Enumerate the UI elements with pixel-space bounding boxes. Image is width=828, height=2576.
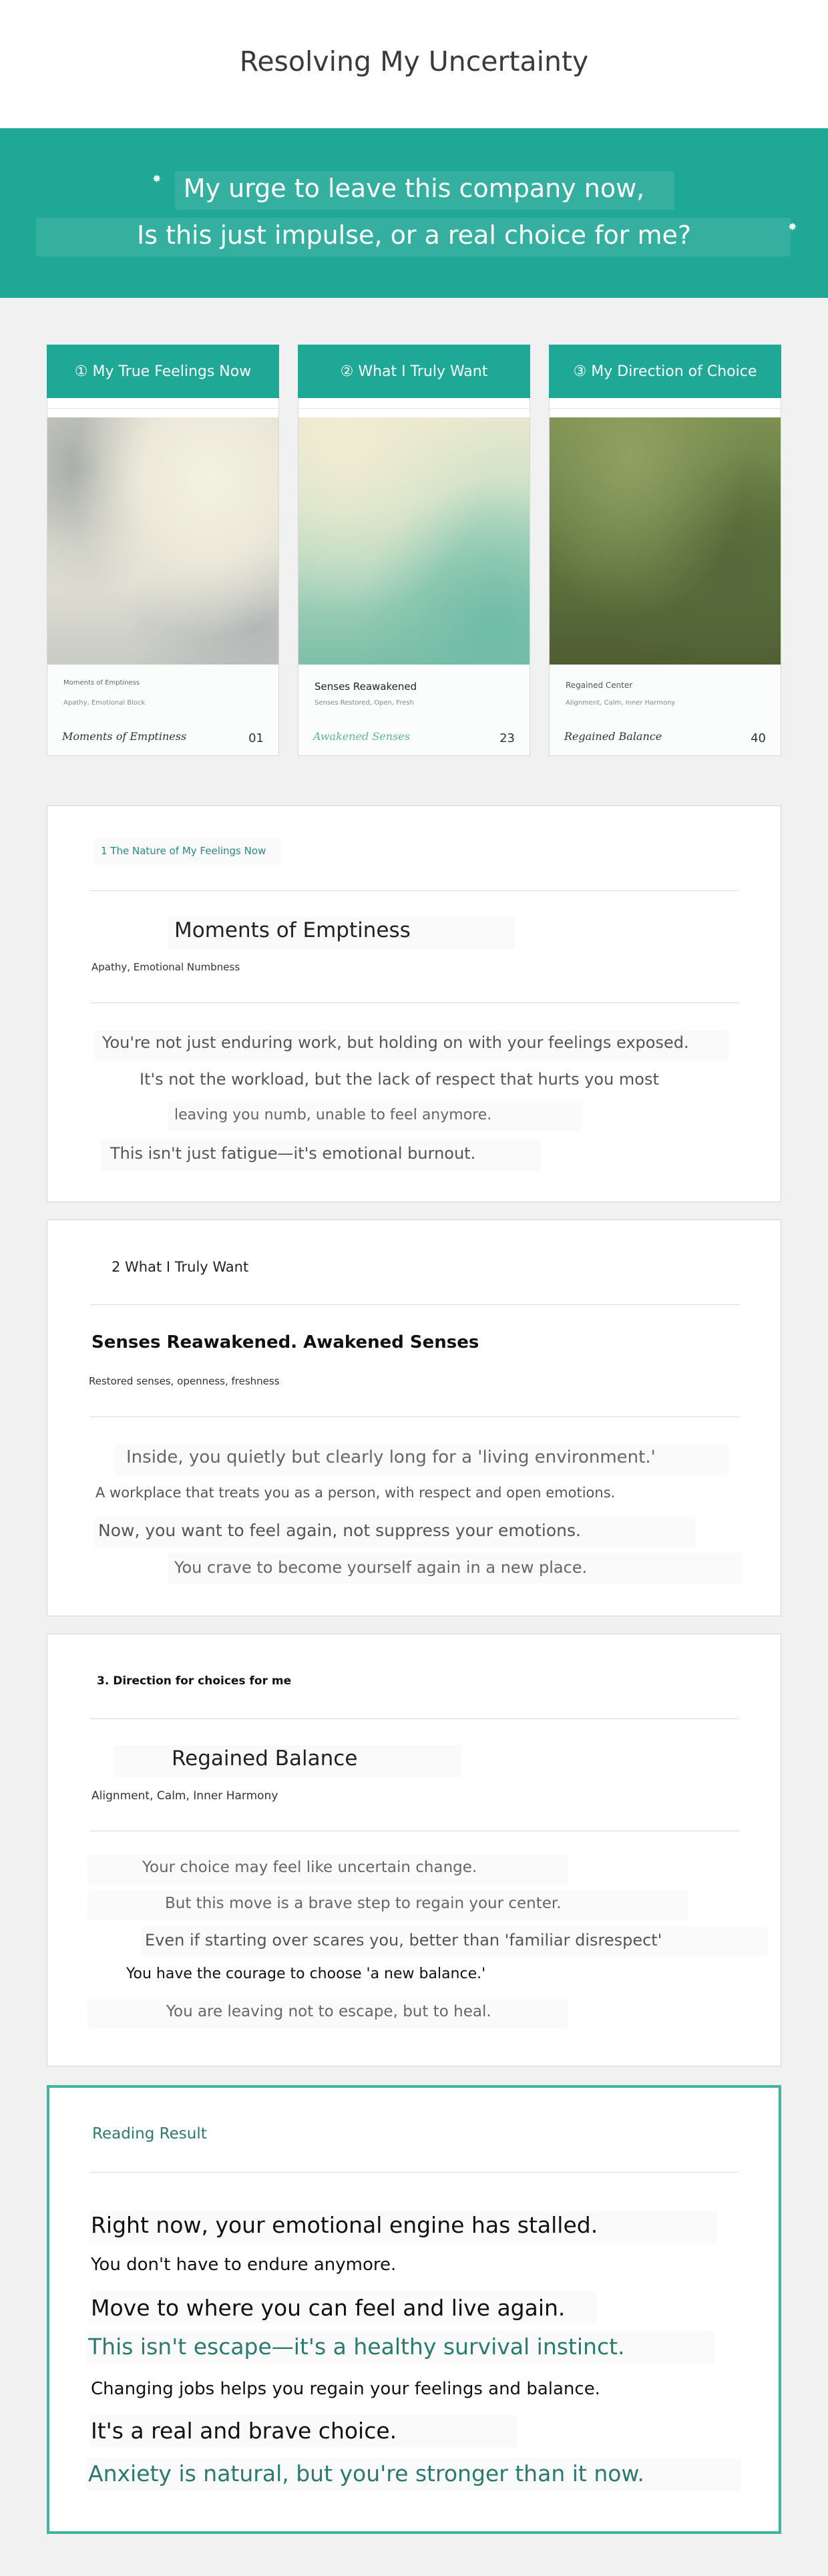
section-feelings <box>47 805 781 1202</box>
card-number: 40 <box>751 731 766 745</box>
result-line-highlight: This isn't escape—it's a healthy survival instinct. <box>88 2334 625 2360</box>
card-number: 23 <box>499 731 515 745</box>
section-line: Even if starting over scares you, better than 'familiar disrespect' <box>145 1931 662 1950</box>
card-tags: Senses Restored, Open, Fresh <box>315 699 414 707</box>
tarot-card-direction[interactable] <box>549 345 781 756</box>
section-heading: 3. Direction for choices for me <box>97 1674 292 1688</box>
card-number: 01 <box>248 731 264 745</box>
section-keywords: Restored senses, openness, freshness <box>89 1375 280 1387</box>
card-signature: Regained Balance <box>564 730 662 743</box>
section-keywords: Alignment, Calm, Inner Harmony <box>91 1789 278 1803</box>
hero-banner <box>0 128 828 298</box>
tarot-card-feelings[interactable] <box>47 345 279 756</box>
result-line-highlight: Anxiety is natural, but you're stronger than it now. <box>88 2460 644 2487</box>
section-heading: 2 What I Truly Want <box>112 1259 249 1275</box>
result-line: Move to where you can feel and live again. <box>91 2295 566 2321</box>
tarot-card-desire[interactable] <box>298 345 530 756</box>
section-heading: 1 The Nature of My Feelings Now <box>101 845 266 857</box>
card-name: Moments of Emptiness <box>63 679 140 687</box>
card-header: ① My True Feelings Now <box>47 345 279 398</box>
divider <box>90 890 739 891</box>
page-title: Resolving My Uncertainty <box>239 45 589 77</box>
card-signature: Awakened Senses <box>313 730 410 743</box>
result-heading: Reading Result <box>92 2125 207 2143</box>
divider <box>90 1304 739 1305</box>
result-line: You don't have to endure anymore. <box>91 2255 397 2275</box>
section-line: Now, you want to feel again, not suppress your emotions. <box>98 1521 581 1540</box>
divider <box>90 1718 739 1719</box>
section-keywords: Apathy, Emotional Numbness <box>91 961 240 973</box>
card-header: ② What I Truly Want <box>298 345 530 398</box>
card-name: Regained Center <box>566 681 633 690</box>
divider <box>550 408 781 409</box>
card-signature: Moments of Emptiness <box>62 730 187 743</box>
section-direction <box>47 1634 781 2066</box>
card-image-misty-grey <box>47 417 278 665</box>
sparkle-icon: ✸ <box>788 220 797 233</box>
divider <box>90 1002 739 1003</box>
section-card-title: Senses Reawakened. Awakened Senses <box>91 1332 479 1352</box>
divider <box>298 408 530 409</box>
card-image-olive-green <box>550 417 781 665</box>
section-line: This isn't just fatigue—it's emotional burnout. <box>110 1144 476 1163</box>
section-line: You crave to become yourself again in a new place. <box>174 1558 588 1577</box>
section-line: leaving you numb, unable to feel anymore. <box>174 1107 492 1123</box>
section-line: Inside, you quietly but clearly long for a 'living environment.' <box>126 1447 656 1467</box>
page-header <box>0 0 828 128</box>
sparkle-icon: ✸ <box>152 172 162 185</box>
section-card-title: Regained Balance <box>172 1746 358 1771</box>
divider <box>47 408 278 409</box>
hero-line-1: My urge to leave this company now, <box>183 174 645 203</box>
card-tags: Alignment, Calm, Inner Harmony <box>566 699 676 707</box>
section-line: But this move is a brave step to regain your center. <box>165 1895 562 1912</box>
section-card-title: Moments of Emptiness <box>174 918 411 942</box>
section-line: You're not just enduring work, but holding on with your feelings exposed. <box>102 1033 689 1052</box>
card-tags: Apathy, Emotional Block <box>63 699 146 707</box>
result-line: It's a real and brave choice. <box>91 2418 397 2444</box>
section-desire <box>47 1220 781 1616</box>
result-line: Right now, your emotional engine has stalled. <box>91 2212 598 2238</box>
section-line: You are leaving not to escape, but to heal. <box>166 2003 491 2020</box>
result-line: Changing jobs helps you regain your feelings and balance. <box>91 2379 600 2399</box>
card-header: ③ My Direction of Choice <box>549 345 781 398</box>
section-line: A workplace that treats you as a person, with respect and open emotions. <box>95 1485 616 1501</box>
reading-result-panel <box>47 2085 781 2534</box>
card-image-mint-mist <box>298 417 530 665</box>
divider <box>89 2172 739 2173</box>
card-name: Senses Reawakened <box>315 681 417 693</box>
section-line: It's not the workload, but the lack of respect that hurts you most <box>140 1070 659 1089</box>
section-line: You have the courage to choose 'a new balance.' <box>126 1966 486 1982</box>
hero-line-2: Is this just impulse, or a real choice for me? <box>136 220 692 250</box>
section-line: Your choice may feel like uncertain change. <box>142 1859 477 1876</box>
